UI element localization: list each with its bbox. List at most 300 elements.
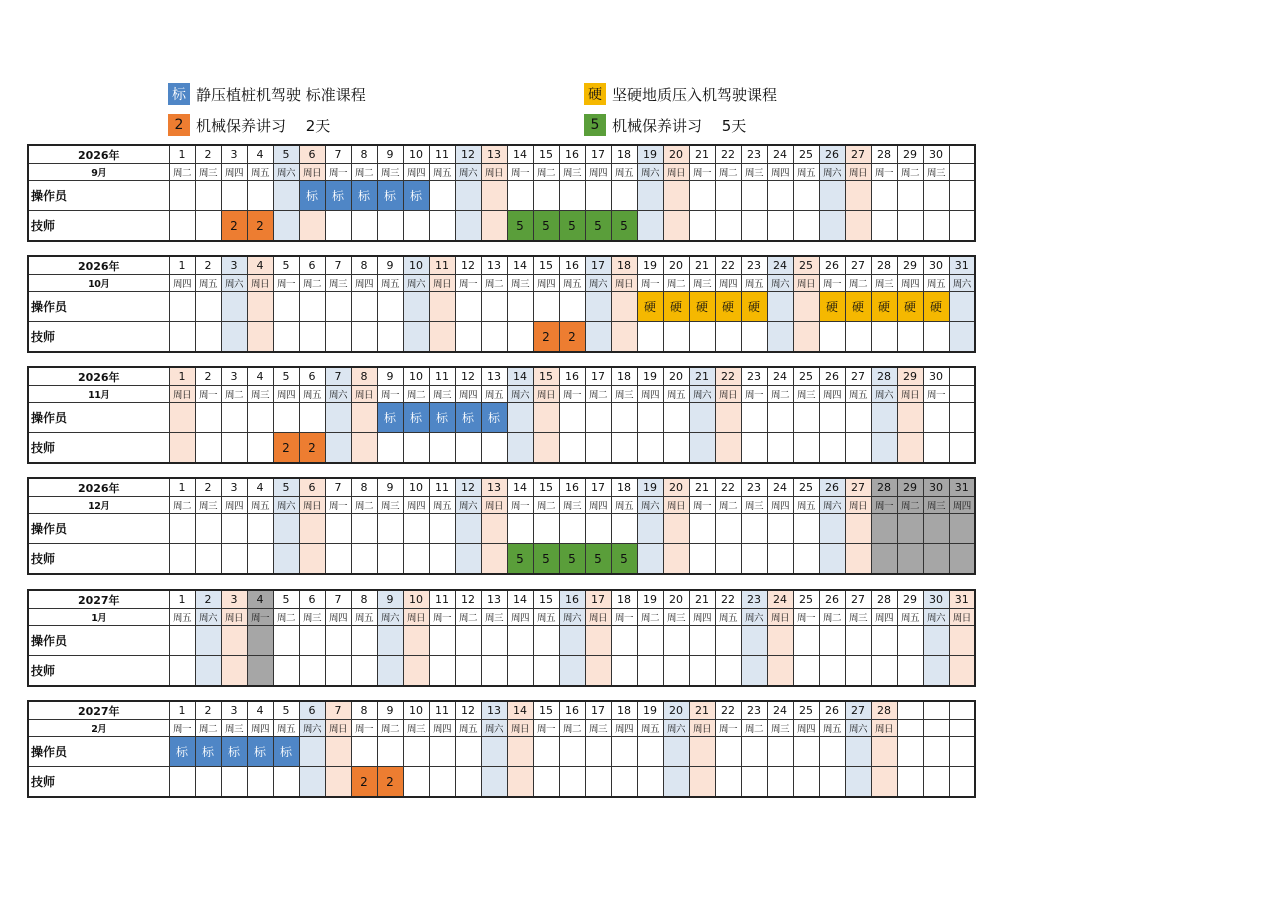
weekday-name: 周三 bbox=[195, 164, 221, 181]
operator-cell bbox=[663, 403, 689, 433]
weekday-name: 周二 bbox=[273, 609, 299, 626]
technician-cell bbox=[533, 767, 559, 798]
technician-cell bbox=[195, 433, 221, 464]
day-number: 15 bbox=[533, 256, 559, 275]
technician-cell bbox=[299, 767, 325, 798]
day-number: 8 bbox=[351, 367, 377, 386]
weekday-name: 周五 bbox=[793, 164, 819, 181]
technician-cell bbox=[793, 433, 819, 464]
weekday-name: 周五 bbox=[533, 609, 559, 626]
weekday-name: 周二 bbox=[559, 720, 585, 737]
operator-cell bbox=[819, 403, 845, 433]
day-number: 17 bbox=[585, 701, 611, 720]
operator-cell bbox=[585, 181, 611, 211]
weekday-name: 周一 bbox=[715, 720, 741, 737]
day-number: 17 bbox=[585, 256, 611, 275]
legend bbox=[0, 0, 1280, 140]
operator-cell bbox=[637, 626, 663, 656]
technician-cell: 5 bbox=[507, 211, 533, 242]
technician-cell bbox=[689, 767, 715, 798]
technician-cell bbox=[455, 544, 481, 575]
operator-cell bbox=[741, 403, 767, 433]
technician-cell bbox=[325, 211, 351, 242]
technician-cell bbox=[169, 211, 195, 242]
day-number: 22 bbox=[715, 145, 741, 164]
operator-cell bbox=[767, 626, 793, 656]
month-label: 2月 bbox=[28, 720, 169, 737]
technician-cell bbox=[923, 322, 949, 353]
operator-cell bbox=[195, 626, 221, 656]
weekday-name: 周四 bbox=[767, 497, 793, 514]
day-number: 6 bbox=[299, 701, 325, 720]
operator-cell bbox=[897, 514, 923, 544]
day-number: 19 bbox=[637, 145, 663, 164]
weekday-name: 周五 bbox=[923, 275, 949, 292]
month-label: 10月 bbox=[28, 275, 169, 292]
day-number: 20 bbox=[663, 256, 689, 275]
technician-cell bbox=[481, 656, 507, 687]
day-number: 13 bbox=[481, 145, 507, 164]
day-number: 8 bbox=[351, 145, 377, 164]
weekday-name: 周日 bbox=[845, 164, 871, 181]
operator-cell bbox=[169, 514, 195, 544]
technician-cell bbox=[507, 433, 533, 464]
operator-cell: 标 bbox=[455, 403, 481, 433]
technician-cell bbox=[169, 767, 195, 798]
weekday-name: 周六 bbox=[663, 720, 689, 737]
technician-cell bbox=[481, 767, 507, 798]
day-number: 4 bbox=[247, 590, 273, 609]
operator-cell: 标 bbox=[377, 181, 403, 211]
weekday-name: 周三 bbox=[611, 386, 637, 403]
day-number: 13 bbox=[481, 590, 507, 609]
technician-cell bbox=[637, 544, 663, 575]
operator-cell bbox=[819, 181, 845, 211]
day-number: 31 bbox=[949, 590, 975, 609]
operator-cell bbox=[377, 514, 403, 544]
technician-cell bbox=[715, 322, 741, 353]
technician-cell bbox=[923, 211, 949, 242]
technician-cell bbox=[715, 767, 741, 798]
operator-cell bbox=[871, 181, 897, 211]
operator-cell bbox=[819, 514, 845, 544]
technician-cell bbox=[689, 322, 715, 353]
month-label: 9月 bbox=[28, 164, 169, 181]
day-number: 1 bbox=[169, 590, 195, 609]
day-number: 7 bbox=[325, 701, 351, 720]
legend-maint5-swatch: 5 bbox=[584, 114, 606, 136]
technician-cell bbox=[585, 433, 611, 464]
technician-cell bbox=[845, 433, 871, 464]
technician-cell bbox=[481, 433, 507, 464]
operator-cell bbox=[663, 514, 689, 544]
operator-cell bbox=[481, 737, 507, 767]
day-number: 4 bbox=[247, 478, 273, 497]
day-number: 27 bbox=[845, 367, 871, 386]
weekday-name: 周四 bbox=[403, 497, 429, 514]
day-number: 22 bbox=[715, 478, 741, 497]
operator-cell: 硬 bbox=[819, 292, 845, 322]
operator-cell bbox=[897, 181, 923, 211]
technician-cell bbox=[247, 544, 273, 575]
weekday-name: 周一 bbox=[819, 275, 845, 292]
day-number: 23 bbox=[741, 145, 767, 164]
day-number: 8 bbox=[351, 590, 377, 609]
technician-cell bbox=[221, 322, 247, 353]
weekday-name: 周三 bbox=[559, 164, 585, 181]
technician-cell bbox=[845, 322, 871, 353]
month-block bbox=[27, 700, 972, 799]
day-number: 27 bbox=[845, 145, 871, 164]
technician-cell bbox=[351, 433, 377, 464]
weekday-name: 周五 bbox=[429, 164, 455, 181]
weekday-name: 周一 bbox=[455, 275, 481, 292]
technician-cell bbox=[585, 767, 611, 798]
technician-cell bbox=[663, 544, 689, 575]
operator-cell: 标 bbox=[377, 403, 403, 433]
weekday-name: 周日 bbox=[299, 164, 325, 181]
technician-cell bbox=[871, 767, 897, 798]
day-number: 18 bbox=[611, 145, 637, 164]
day-number: 24 bbox=[767, 701, 793, 720]
technician-cell: 2 bbox=[247, 211, 273, 242]
weekday-name: 周二 bbox=[715, 164, 741, 181]
day-number: 28 bbox=[871, 367, 897, 386]
day-number: 25 bbox=[793, 145, 819, 164]
technician-cell bbox=[611, 656, 637, 687]
day-number: 25 bbox=[793, 256, 819, 275]
technician-cell bbox=[845, 211, 871, 242]
day-number: 14 bbox=[507, 701, 533, 720]
day-number: 17 bbox=[585, 478, 611, 497]
weekday-name: 周五 bbox=[897, 609, 923, 626]
weekday-name: 周四 bbox=[351, 275, 377, 292]
day-number: 13 bbox=[481, 256, 507, 275]
operator-cell bbox=[273, 403, 299, 433]
weekday-name: 周日 bbox=[533, 386, 559, 403]
day-number: 24 bbox=[767, 478, 793, 497]
day-number: 18 bbox=[611, 256, 637, 275]
weekday-name: 周二 bbox=[403, 386, 429, 403]
weekday-name: 周五 bbox=[559, 275, 585, 292]
day-number: 19 bbox=[637, 701, 663, 720]
operator-cell bbox=[663, 181, 689, 211]
operator-cell bbox=[923, 181, 949, 211]
technician-cell bbox=[767, 322, 793, 353]
technician-cell bbox=[793, 322, 819, 353]
technician-cell bbox=[637, 322, 663, 353]
weekday-name: 周三 bbox=[689, 275, 715, 292]
weekday-name: 周日 bbox=[351, 386, 377, 403]
technician-cell bbox=[793, 767, 819, 798]
day-number: 12 bbox=[455, 145, 481, 164]
day-number: 15 bbox=[533, 478, 559, 497]
technician-cell bbox=[923, 656, 949, 687]
technician-cell bbox=[663, 322, 689, 353]
weekday-name: 周二 bbox=[169, 164, 195, 181]
technician-cell bbox=[351, 656, 377, 687]
operator-cell bbox=[611, 292, 637, 322]
technician-cell bbox=[715, 433, 741, 464]
technician-cell bbox=[637, 211, 663, 242]
technician-cell bbox=[689, 433, 715, 464]
operator-cell bbox=[793, 737, 819, 767]
operator-cell bbox=[455, 181, 481, 211]
technician-cell bbox=[871, 322, 897, 353]
operator-cell bbox=[949, 403, 975, 433]
legend-maintenance-2day bbox=[168, 114, 330, 136]
technician-cell bbox=[169, 656, 195, 687]
weekday-name: 周四 bbox=[247, 720, 273, 737]
day-number: 19 bbox=[637, 367, 663, 386]
day-number: 14 bbox=[507, 367, 533, 386]
day-number bbox=[949, 145, 975, 164]
day-number: 27 bbox=[845, 701, 871, 720]
weekday-name: 周五 bbox=[819, 720, 845, 737]
day-number: 20 bbox=[663, 478, 689, 497]
operator-cell bbox=[559, 292, 585, 322]
day-number: 23 bbox=[741, 256, 767, 275]
operator-cell bbox=[793, 181, 819, 211]
technician-cell bbox=[273, 656, 299, 687]
technician-cell bbox=[507, 322, 533, 353]
operator-cell: 标 bbox=[403, 403, 429, 433]
day-number bbox=[949, 367, 975, 386]
weekday-name: 周一 bbox=[871, 497, 897, 514]
day-number: 3 bbox=[221, 256, 247, 275]
technician-cell bbox=[585, 322, 611, 353]
operator-cell: 硬 bbox=[871, 292, 897, 322]
weekday-name: 周三 bbox=[481, 609, 507, 626]
day-number: 11 bbox=[429, 367, 455, 386]
day-number: 3 bbox=[221, 145, 247, 164]
technician-cell: 2 bbox=[221, 211, 247, 242]
day-number: 14 bbox=[507, 256, 533, 275]
operator-cell bbox=[507, 403, 533, 433]
weekday-name: 周一 bbox=[689, 497, 715, 514]
day-number: 2 bbox=[195, 256, 221, 275]
operator-cell bbox=[585, 403, 611, 433]
weekday-name: 周三 bbox=[325, 275, 351, 292]
operator-cell bbox=[637, 514, 663, 544]
weekday-name: 周一 bbox=[507, 164, 533, 181]
technician-cell bbox=[611, 767, 637, 798]
legend-hard-label: 坚硬地质压入机驾驶课程 bbox=[612, 85, 778, 104]
operator-cell bbox=[741, 737, 767, 767]
technician-cell bbox=[325, 767, 351, 798]
weekday-name: 周日 bbox=[325, 720, 351, 737]
day-number: 27 bbox=[845, 478, 871, 497]
operator-cell bbox=[351, 737, 377, 767]
operator-cell bbox=[611, 514, 637, 544]
weekday-name: 周一 bbox=[169, 720, 195, 737]
technician-row-label: 技师 bbox=[28, 433, 169, 464]
weekday-name: 周二 bbox=[455, 609, 481, 626]
weekday-name: 周二 bbox=[351, 497, 377, 514]
operator-cell bbox=[689, 181, 715, 211]
operator-cell bbox=[871, 737, 897, 767]
operator-cell bbox=[871, 626, 897, 656]
technician-cell: 5 bbox=[559, 544, 585, 575]
operator-cell bbox=[429, 181, 455, 211]
weekday-name: 周六 bbox=[923, 609, 949, 626]
operator-cell bbox=[533, 403, 559, 433]
operator-cell bbox=[715, 403, 741, 433]
technician-cell bbox=[507, 656, 533, 687]
day-number: 3 bbox=[221, 590, 247, 609]
technician-cell bbox=[767, 656, 793, 687]
weekday-name: 周日 bbox=[221, 609, 247, 626]
operator-cell bbox=[195, 292, 221, 322]
technician-cell bbox=[195, 656, 221, 687]
weekday-name: 周六 bbox=[507, 386, 533, 403]
weekday-name: 周二 bbox=[351, 164, 377, 181]
technician-cell bbox=[507, 767, 533, 798]
operator-cell: 硬 bbox=[923, 292, 949, 322]
operator-cell bbox=[611, 403, 637, 433]
weekday-name: 周四 bbox=[637, 386, 663, 403]
day-number: 2 bbox=[195, 367, 221, 386]
technician-cell bbox=[195, 767, 221, 798]
day-number: 10 bbox=[403, 590, 429, 609]
technician-cell bbox=[481, 211, 507, 242]
weekday-name: 周日 bbox=[689, 720, 715, 737]
weekday-name: 周五 bbox=[845, 386, 871, 403]
operator-cell bbox=[221, 181, 247, 211]
technician-cell bbox=[663, 767, 689, 798]
technician-cell bbox=[949, 433, 975, 464]
day-number: 23 bbox=[741, 701, 767, 720]
day-number: 1 bbox=[169, 701, 195, 720]
technician-cell bbox=[377, 322, 403, 353]
day-number: 6 bbox=[299, 590, 325, 609]
operator-cell: 硬 bbox=[689, 292, 715, 322]
legend-maint2-label: 机械保养讲习 2天 bbox=[196, 116, 331, 135]
technician-cell bbox=[299, 211, 325, 242]
day-number: 28 bbox=[871, 478, 897, 497]
day-number: 10 bbox=[403, 701, 429, 720]
day-number: 8 bbox=[351, 256, 377, 275]
weekday-name: 周二 bbox=[845, 275, 871, 292]
weekday-name: 周六 bbox=[377, 609, 403, 626]
operator-cell bbox=[325, 626, 351, 656]
day-number: 14 bbox=[507, 145, 533, 164]
day-number: 16 bbox=[559, 701, 585, 720]
day-number: 22 bbox=[715, 256, 741, 275]
technician-cell bbox=[325, 433, 351, 464]
weekday-name: 周三 bbox=[377, 497, 403, 514]
day-number: 8 bbox=[351, 701, 377, 720]
operator-cell: 标 bbox=[247, 737, 273, 767]
day-number: 30 bbox=[923, 367, 949, 386]
operator-cell bbox=[741, 181, 767, 211]
operator-cell bbox=[273, 181, 299, 211]
day-number: 26 bbox=[819, 145, 845, 164]
operator-cell bbox=[455, 514, 481, 544]
day-number: 21 bbox=[689, 701, 715, 720]
day-number: 26 bbox=[819, 590, 845, 609]
technician-cell bbox=[455, 767, 481, 798]
technician-cell bbox=[429, 433, 455, 464]
technician-cell bbox=[663, 433, 689, 464]
operator-cell bbox=[325, 737, 351, 767]
year-label: 2026年 bbox=[28, 145, 169, 164]
operator-cell bbox=[221, 514, 247, 544]
weekday-name: 周六 bbox=[455, 164, 481, 181]
operator-cell bbox=[923, 514, 949, 544]
operator-cell bbox=[481, 514, 507, 544]
technician-row-label: 技师 bbox=[28, 656, 169, 687]
day-number: 9 bbox=[377, 478, 403, 497]
technician-cell bbox=[949, 322, 975, 353]
day-number: 18 bbox=[611, 701, 637, 720]
weekday-name: 周二 bbox=[169, 497, 195, 514]
day-number bbox=[923, 701, 949, 720]
technician-cell bbox=[403, 322, 429, 353]
operator-cell bbox=[247, 626, 273, 656]
operator-cell bbox=[169, 626, 195, 656]
technician-cell bbox=[429, 322, 455, 353]
operator-cell bbox=[429, 626, 455, 656]
technician-cell bbox=[819, 211, 845, 242]
weekday-name: 周一 bbox=[793, 609, 819, 626]
operator-cell: 硬 bbox=[741, 292, 767, 322]
technician-cell: 5 bbox=[533, 544, 559, 575]
technician-cell bbox=[741, 656, 767, 687]
weekday-name: 周六 bbox=[403, 275, 429, 292]
weekday-name: 周三 bbox=[871, 275, 897, 292]
day-number: 12 bbox=[455, 478, 481, 497]
operator-cell bbox=[585, 292, 611, 322]
month-block bbox=[27, 255, 972, 354]
technician-cell bbox=[481, 322, 507, 353]
operator-cell bbox=[351, 514, 377, 544]
day-number: 28 bbox=[871, 701, 897, 720]
technician-cell bbox=[897, 433, 923, 464]
operator-cell bbox=[585, 737, 611, 767]
day-number: 2 bbox=[195, 590, 221, 609]
day-number: 10 bbox=[403, 367, 429, 386]
technician-cell bbox=[377, 544, 403, 575]
operator-cell bbox=[247, 403, 273, 433]
operator-cell bbox=[403, 737, 429, 767]
operator-cell bbox=[923, 403, 949, 433]
day-number: 23 bbox=[741, 367, 767, 386]
weekday-name: 周一 bbox=[741, 386, 767, 403]
technician-cell: 2 bbox=[377, 767, 403, 798]
operator-cell bbox=[845, 403, 871, 433]
technician-cell bbox=[351, 211, 377, 242]
technician-cell bbox=[455, 433, 481, 464]
day-number: 16 bbox=[559, 367, 585, 386]
weekday-name: 周二 bbox=[741, 720, 767, 737]
operator-cell bbox=[689, 403, 715, 433]
day-number: 16 bbox=[559, 478, 585, 497]
operator-cell bbox=[429, 292, 455, 322]
day-number: 21 bbox=[689, 590, 715, 609]
weekday-name: 周五 bbox=[377, 275, 403, 292]
technician-cell bbox=[533, 656, 559, 687]
operator-cell bbox=[767, 181, 793, 211]
operator-cell bbox=[221, 626, 247, 656]
weekday-name: 周三 bbox=[247, 386, 273, 403]
technician-cell bbox=[871, 656, 897, 687]
operator-cell bbox=[299, 626, 325, 656]
operator-cell bbox=[299, 403, 325, 433]
weekday-name: 周三 bbox=[663, 609, 689, 626]
operator-cell bbox=[767, 514, 793, 544]
operator-cell bbox=[767, 403, 793, 433]
